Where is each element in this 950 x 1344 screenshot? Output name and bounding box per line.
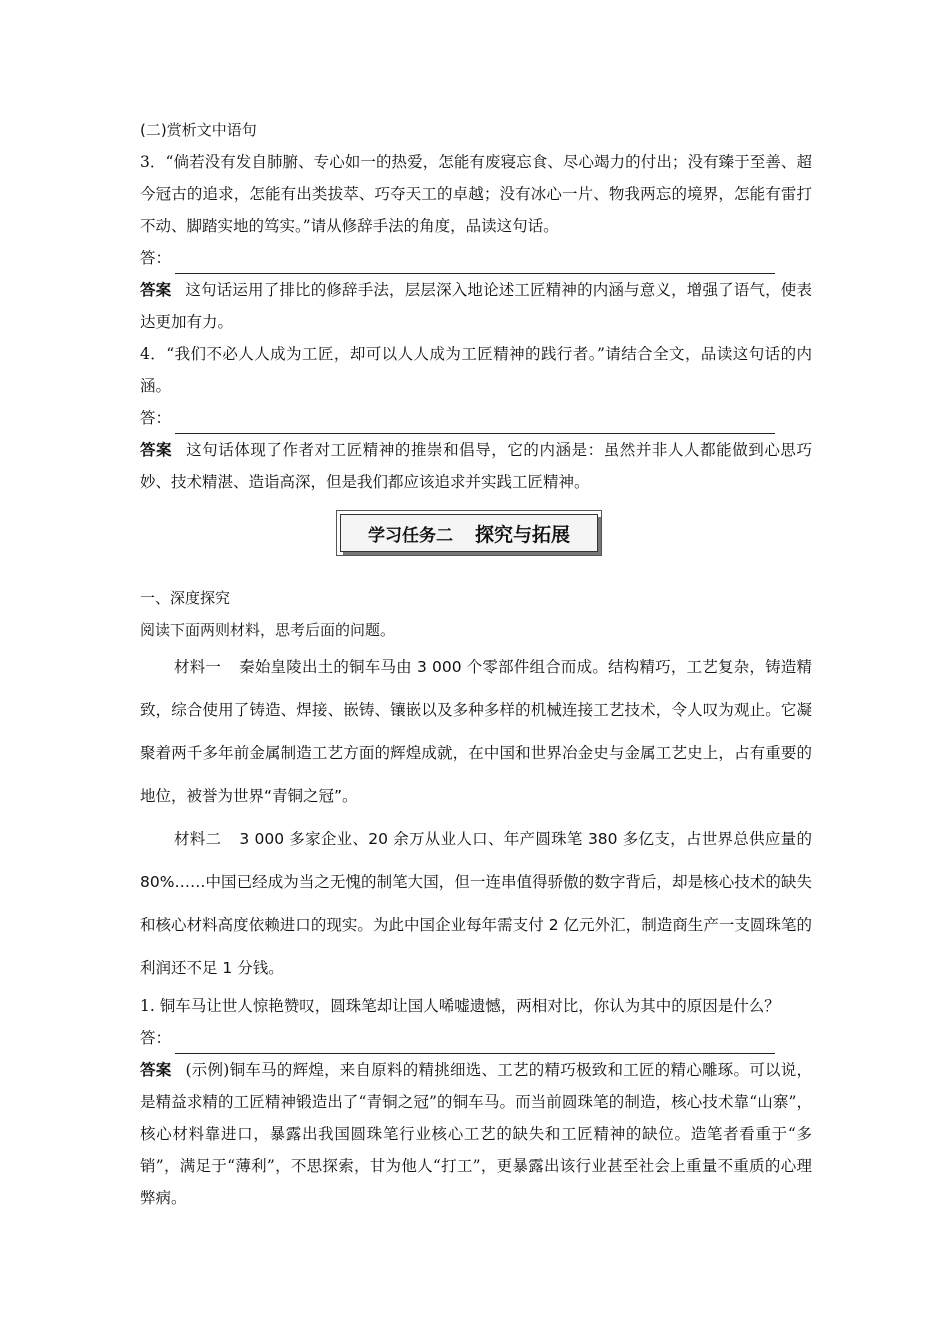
answer-3 bbox=[140, 274, 812, 338]
question-3: 3．“倘若没有发自肺腑、专心如一的热爱，怎能有废寝忘食、尽心竭力的付出；没有臻于至善、超今冠古的追求，怎能有出类拔萃、巧夺天工的卓越；没有冰心一片、物我两忘的境界，怎能有雷打不动、脚踏实地的笃实。”请从修辞手法的角度，品读这句话。 bbox=[140, 153, 812, 235]
question-4: 4．“我们不必人人成为工匠，却可以人人成为工匠精神的践行者。”请结合全文，品读这句话的内涵。 bbox=[140, 345, 812, 395]
banner-title: 探究与拓展 bbox=[474, 523, 570, 546]
page-content bbox=[140, 114, 812, 1214]
task-banner bbox=[340, 514, 598, 552]
material-text: 秦始皇陵出土的铜车马由 3 000 个零部件组合而成。结构精巧，工艺复杂，铸造精致，综合使用了铸造、焊接、嵌铸、镶嵌以及多种多样的机械连接工艺技术，令人叹为观止。它凝聚着两千多年前金属制造工艺方面的辉煌成就，在中国和世界冶金史与金属工艺史上，占有重要的地位，被誉为世界“青铜之冠”。 bbox=[140, 658, 812, 805]
answer-text: 这句话体现了作者对工匠精神的推崇和倡导，它的内涵是：虽然并非人人都能做到心思巧妙、技术精湛、造诣高深，但是我们都应该追求并实践工匠精神。 bbox=[140, 441, 812, 491]
answer-field-3[interactable] bbox=[140, 242, 812, 274]
answer-field-4[interactable] bbox=[140, 402, 812, 434]
material-label: 材料二 bbox=[174, 830, 222, 848]
material-1 bbox=[140, 646, 812, 818]
answer-text: 这句话运用了排比的修辞手法，层层深入地论述工匠精神的内涵与意义，增强了语气，使表达更加有力。 bbox=[140, 281, 812, 331]
answer-prompt: 答： bbox=[140, 409, 172, 427]
inquiry-heading: 一、深度探究 bbox=[140, 589, 231, 607]
answer-underline bbox=[175, 1035, 775, 1054]
answer-prompt: 答： bbox=[140, 1029, 172, 1047]
answer-underline bbox=[175, 255, 775, 274]
answer-prompt: 答： bbox=[140, 249, 172, 267]
answer-underline bbox=[175, 415, 775, 434]
answer-label: 答案 bbox=[140, 440, 173, 459]
answer-label: 答案 bbox=[140, 280, 172, 299]
question-1: 1. 铜车马让世人惊艳赞叹，圆珠笔却让国人唏嘘遗憾，两相对比，你认为其中的原因是什么？ bbox=[140, 997, 780, 1015]
section-heading: (二)赏析文中语句 bbox=[140, 121, 257, 139]
answer-text: (示例)铜车马的辉煌，来自原料的精挑细选、工艺的精巧极致和工匠的精心雕琢。可以说，是精益求精的工匠精神锻造出了“青铜之冠”的铜车马。而当前圆珠笔的制造，核心技术靠“山寨”，核心材料靠进口，暴露出我国圆珠笔行业核心工艺的缺失和工匠精神的缺位。造笔者看重于“多销”，满足于“薄利”，不思探索，甘为他人“打工”，更暴露出该行业甚至社会上重量不重质的心理弊病。 bbox=[140, 1061, 812, 1207]
material-2 bbox=[140, 818, 812, 990]
material-text: 3 000 多家企业、20 余万从业人口、年产圆珠笔 380 多亿支，占世界总供应量的 80%……中国已经成为当之无愧的制笔大国，但一连串值得骄傲的数字背后，却是核心技术的缺失和核心材料高度依赖进口的现实。为此中国企业每年需支付 2 亿元外汇，制造商生产一支圆珠笔的利润还不足 1 分钱。 bbox=[140, 830, 812, 977]
task-banner-area bbox=[140, 498, 812, 582]
answer-4 bbox=[140, 434, 812, 498]
answer-label: 答案 bbox=[140, 1060, 172, 1079]
answer-1 bbox=[140, 1054, 812, 1214]
banner-task: 学习任务二 bbox=[367, 525, 453, 546]
answer-field-1[interactable] bbox=[140, 1022, 812, 1054]
material-label: 材料一 bbox=[174, 658, 222, 676]
inquiry-intro: 阅读下面两则材料，思考后面的问题。 bbox=[140, 621, 396, 639]
